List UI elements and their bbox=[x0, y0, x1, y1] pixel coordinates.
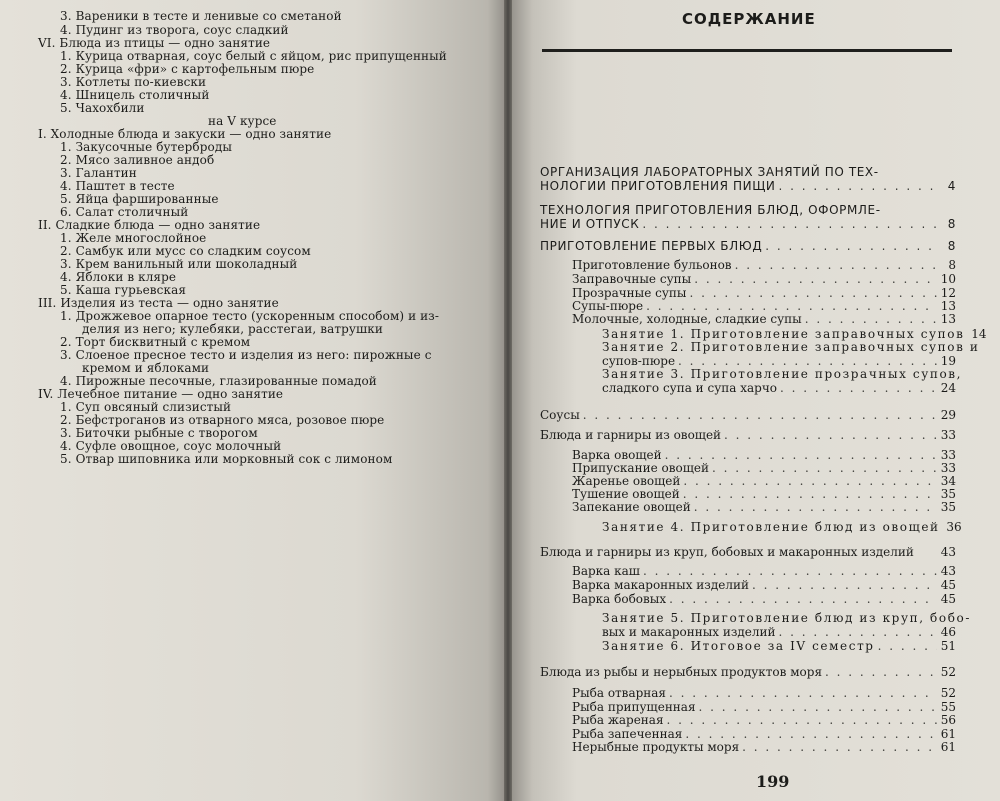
left-page-line: 1. Закусочные бутерброды bbox=[60, 140, 232, 154]
toc-dot-leader bbox=[699, 701, 937, 714]
toc-entry-page: 43 bbox=[940, 564, 956, 578]
toc-entry-page: 55 bbox=[940, 700, 956, 714]
toc-entry-line: ОРГАНИЗАЦИЯ ЛАБОРАТОРНЫХ ЗАНЯТИЙ ПО ТЕХ- bbox=[540, 165, 879, 179]
toc-dot-leader bbox=[667, 714, 937, 727]
toc-entry-title: Рыба жареная bbox=[572, 713, 664, 727]
toc-dot-leader bbox=[724, 429, 937, 442]
toc-entry-title: НОЛОГИИ ПРИГОТОВЛЕНИЯ ПИЩИ bbox=[540, 179, 776, 193]
left-page-line: кремом и яблоками bbox=[82, 361, 210, 375]
toc-entry-title: Занятие 6. Итоговое за IV семестр bbox=[602, 639, 875, 653]
left-page-line: 3. Крем ванильный или шоколадный bbox=[60, 257, 298, 271]
toc-entry-page: 61 bbox=[940, 727, 956, 741]
toc-entry bbox=[602, 520, 962, 534]
toc-entry-page: 35 bbox=[940, 500, 956, 514]
toc-entry bbox=[540, 546, 956, 559]
toc-entry-page: 61 bbox=[940, 740, 956, 754]
toc-entry-title: Рыба отварная bbox=[572, 686, 666, 700]
left-page-line: 2. Мясо заливное андоб bbox=[60, 153, 215, 167]
toc-entry bbox=[540, 180, 956, 193]
left-page-line: 6. Салат столичный bbox=[60, 205, 189, 219]
toc-entry-title: вых и макаронных изделий bbox=[602, 625, 776, 639]
left-page-line: 2. Курица «фри» с картофельным пюре bbox=[60, 62, 315, 76]
left-page-line: делия из него; кулебяки, расстегаи, ватрушки bbox=[82, 322, 383, 336]
toc-entry-title: Приготовление бульонов bbox=[572, 258, 732, 272]
toc-entry bbox=[572, 593, 956, 606]
toc-dot-leader bbox=[694, 273, 937, 286]
toc-entry-title: сладкого супа и супа харчо bbox=[602, 381, 778, 395]
toc-dot-leader bbox=[694, 501, 937, 514]
toc-entry-page: 8 bbox=[947, 239, 956, 253]
toc-entry-title: Нерыбные продукты моря bbox=[572, 740, 740, 754]
toc-dot-leader bbox=[683, 488, 937, 501]
toc-entry-title: Прозрачные супы bbox=[572, 286, 687, 300]
left-page-line: 3. Вареники в тесте и ленивые со сметаной bbox=[60, 9, 342, 23]
left-page-line: 1. Желе многослойное bbox=[60, 231, 207, 245]
toc-entry bbox=[540, 218, 956, 231]
toc-entry-page: 13 bbox=[940, 312, 956, 326]
left-page-line: 2. Торт бисквитный с кремом bbox=[60, 335, 251, 349]
toc-entry-title: Рыба припущенная bbox=[572, 700, 696, 714]
toc-dot-leader bbox=[825, 666, 937, 679]
toc-entry-title: ПРИГОТОВЛЕНИЕ ПЕРВЫХ БЛЮД bbox=[540, 239, 763, 253]
left-page-line: 4. Пудинг из творога, соус сладкий bbox=[60, 23, 289, 37]
toc-entry-page: 52 bbox=[940, 686, 956, 700]
toc-entry-page: 46 bbox=[940, 625, 956, 639]
toc-dot-leader bbox=[643, 565, 937, 578]
toc-dot-leader bbox=[765, 240, 937, 253]
toc-entry bbox=[572, 501, 956, 514]
toc-entry-title: Соусы bbox=[540, 408, 580, 422]
toc-entry-title: Варка каш bbox=[572, 564, 640, 578]
left-page-line: IV. Лечебное питание — одно занятие bbox=[38, 387, 284, 401]
toc-entry-title: Припускание овощей bbox=[572, 461, 709, 475]
toc-entry-title: Тушение овощей bbox=[572, 487, 680, 501]
left-page-line: 2. Бефстроганов из отварного мяса, розовое пюре bbox=[60, 413, 385, 427]
toc-entry-page: 10 bbox=[940, 272, 956, 286]
left-page-line: 5. Чахохбили bbox=[60, 101, 145, 115]
toc-dot-leader bbox=[878, 640, 937, 653]
right-page bbox=[508, 0, 1000, 801]
left-page-line: 5. Отвар шиповника или морковный сок с лимоном bbox=[60, 452, 393, 466]
toc-entry-title: Запекание овощей bbox=[572, 500, 691, 514]
left-page-line: 3. Биточки рыбные с творогом bbox=[60, 426, 258, 440]
left-page-line: 4. Суфле овощное, соус молочный bbox=[60, 439, 282, 453]
toc-entry-line: Занятие 5. Приготовление блюд из круп, бобо- bbox=[602, 611, 972, 625]
toc-dot-leader bbox=[752, 579, 937, 592]
toc-entry-page: 33 bbox=[940, 428, 956, 442]
left-page-line: 2. Самбук или мусс со сладким соусом bbox=[60, 244, 311, 258]
toc-entry-page: 33 bbox=[940, 448, 956, 462]
toc-entry bbox=[572, 259, 956, 272]
toc-entry-page: 34 bbox=[940, 474, 956, 488]
toc-dot-leader bbox=[779, 180, 938, 193]
page-number: 199 bbox=[756, 772, 790, 791]
left-page-line: 4. Паштет в тесте bbox=[60, 179, 175, 193]
toc-entry-line: ТЕХНОЛОГИЯ ПРИГОТОВЛЕНИЯ БЛЮД, ОФОРМЛЕ- bbox=[540, 203, 881, 217]
toc-entry bbox=[540, 666, 956, 679]
heading-rule bbox=[542, 49, 952, 52]
toc-entry-page: 45 bbox=[940, 578, 956, 592]
toc-entry-title: Рыба запеченная bbox=[572, 727, 683, 741]
toc-entry-page: 14 bbox=[971, 327, 987, 341]
toc-dot-leader bbox=[805, 313, 937, 326]
left-page-line: I. Холодные блюда и закуски — одно занятие bbox=[38, 127, 332, 141]
toc-entry-page: 56 bbox=[940, 713, 956, 727]
toc-entry-title: Варка макаронных изделий bbox=[572, 578, 749, 592]
toc-entry bbox=[572, 714, 956, 727]
toc-entry-line: Занятие 3. Приготовление прозрачных супов, bbox=[602, 367, 963, 381]
toc-entry-title: Супы-пюре bbox=[572, 299, 644, 313]
toc-entry-title: Молочные, холодные, сладкие супы bbox=[572, 312, 802, 326]
toc-entry-title: Жаренье овощей bbox=[572, 474, 681, 488]
toc-entry bbox=[572, 687, 956, 700]
toc-dot-leader bbox=[742, 741, 937, 754]
left-page-line: 1. Курица отварная, соус белый с яйцом, рис припущенный bbox=[60, 49, 447, 63]
toc-entry-title: Варка овощей bbox=[572, 448, 662, 462]
toc-dot-leader bbox=[780, 382, 937, 395]
toc-entry-title: Блюда из рыбы и нерыбных продуктов моря bbox=[540, 665, 823, 679]
left-page-line: 3. Котлеты по-киевски bbox=[60, 75, 207, 89]
toc-entry-page: 33 bbox=[940, 461, 956, 475]
toc-dot-leader bbox=[669, 593, 937, 606]
toc-dot-leader bbox=[669, 687, 937, 700]
toc-dot-leader bbox=[642, 218, 937, 231]
toc-entry-page: 51 bbox=[940, 639, 956, 653]
toc-entry-page: 36 bbox=[946, 520, 962, 534]
toc-entry bbox=[572, 273, 956, 286]
toc-entry bbox=[572, 579, 956, 592]
left-page-line: 4. Яблоки в кляре bbox=[60, 270, 177, 284]
left-page-line: III. Изделия из теста — одно занятие bbox=[38, 296, 279, 310]
toc-entry-page: 35 bbox=[940, 487, 956, 501]
left-page-line: 5. Яйца фаршированные bbox=[60, 192, 219, 206]
toc-entry-title: Блюда и гарниры из круп, бобовых и макаронных изделий bbox=[540, 545, 914, 559]
left-page-line: 4. Пирожные песочные, глазированные помадой bbox=[60, 374, 377, 388]
toc-dot-leader bbox=[689, 287, 937, 300]
toc-entry-page: 24 bbox=[940, 381, 956, 395]
left-page-line: VI. Блюда из птицы — одно занятие bbox=[38, 36, 271, 50]
toc-entry-title: супов-пюре bbox=[602, 354, 676, 368]
toc-entry bbox=[540, 429, 956, 442]
toc-entry bbox=[572, 313, 956, 326]
toc-entry bbox=[540, 409, 956, 422]
toc-entry bbox=[572, 565, 956, 578]
toc-entry-page: 4 bbox=[947, 179, 956, 193]
left-page-line: 1. Дрожжевое опарное тесто (ускоренным способом) и из- bbox=[60, 309, 439, 323]
toc-entry-page: 29 bbox=[940, 408, 956, 422]
toc-entry bbox=[602, 640, 956, 653]
toc-entry-page: 52 bbox=[940, 665, 956, 679]
toc-entry-title: НИЕ И ОТПУСК bbox=[540, 217, 640, 231]
left-page-line: 5. Каша гурьевская bbox=[60, 283, 186, 297]
toc-entry-title: Занятие 4. Приготовление блюд из овощей bbox=[602, 520, 940, 534]
contents-heading: СОДЕРЖАНИЕ bbox=[682, 10, 816, 28]
toc-entry-page: 19 bbox=[940, 354, 956, 368]
toc-entry-title: Заправочные супы bbox=[572, 272, 692, 286]
toc-entry-title: Варка бобовых bbox=[572, 592, 667, 606]
toc-dot-leader bbox=[735, 259, 937, 272]
toc-entry-page: 8 bbox=[947, 217, 956, 231]
left-page-line: на V курсе bbox=[208, 114, 277, 128]
toc-entry-page: 12 bbox=[940, 286, 956, 300]
toc-entry-line: Занятие 2. Приготовление заправочных супов и bbox=[602, 340, 980, 354]
toc-entry bbox=[602, 626, 956, 639]
left-page-line: 3. Галантин bbox=[60, 166, 137, 180]
toc-entry-page: 43 bbox=[940, 545, 956, 559]
left-page-line: 1. Суп овсяный слизистый bbox=[60, 400, 232, 414]
toc-dot-leader bbox=[712, 462, 937, 475]
toc-entry-page: 13 bbox=[940, 299, 956, 313]
book-gutter bbox=[504, 0, 512, 801]
toc-dot-leader bbox=[583, 409, 937, 422]
toc-entry bbox=[540, 240, 956, 253]
toc-entry-title: Занятие 1. Приготовление заправочных супов bbox=[602, 327, 965, 341]
toc-entry-title: Блюда и гарниры из овощей bbox=[540, 428, 722, 442]
left-page-line: 4. Шницель столичный bbox=[60, 88, 210, 102]
left-page-line: II. Сладкие блюда — одно занятие bbox=[38, 218, 261, 232]
left-page-line: 3. Слоеное пресное тесто и изделия из него: пирожные с bbox=[60, 348, 432, 362]
toc-entry bbox=[602, 382, 956, 395]
toc-dot-leader bbox=[779, 626, 937, 639]
toc-entry bbox=[572, 741, 956, 754]
toc-entry-page: 45 bbox=[940, 592, 956, 606]
toc-dot-leader bbox=[683, 475, 937, 488]
toc-entry-page: 8 bbox=[948, 258, 956, 272]
